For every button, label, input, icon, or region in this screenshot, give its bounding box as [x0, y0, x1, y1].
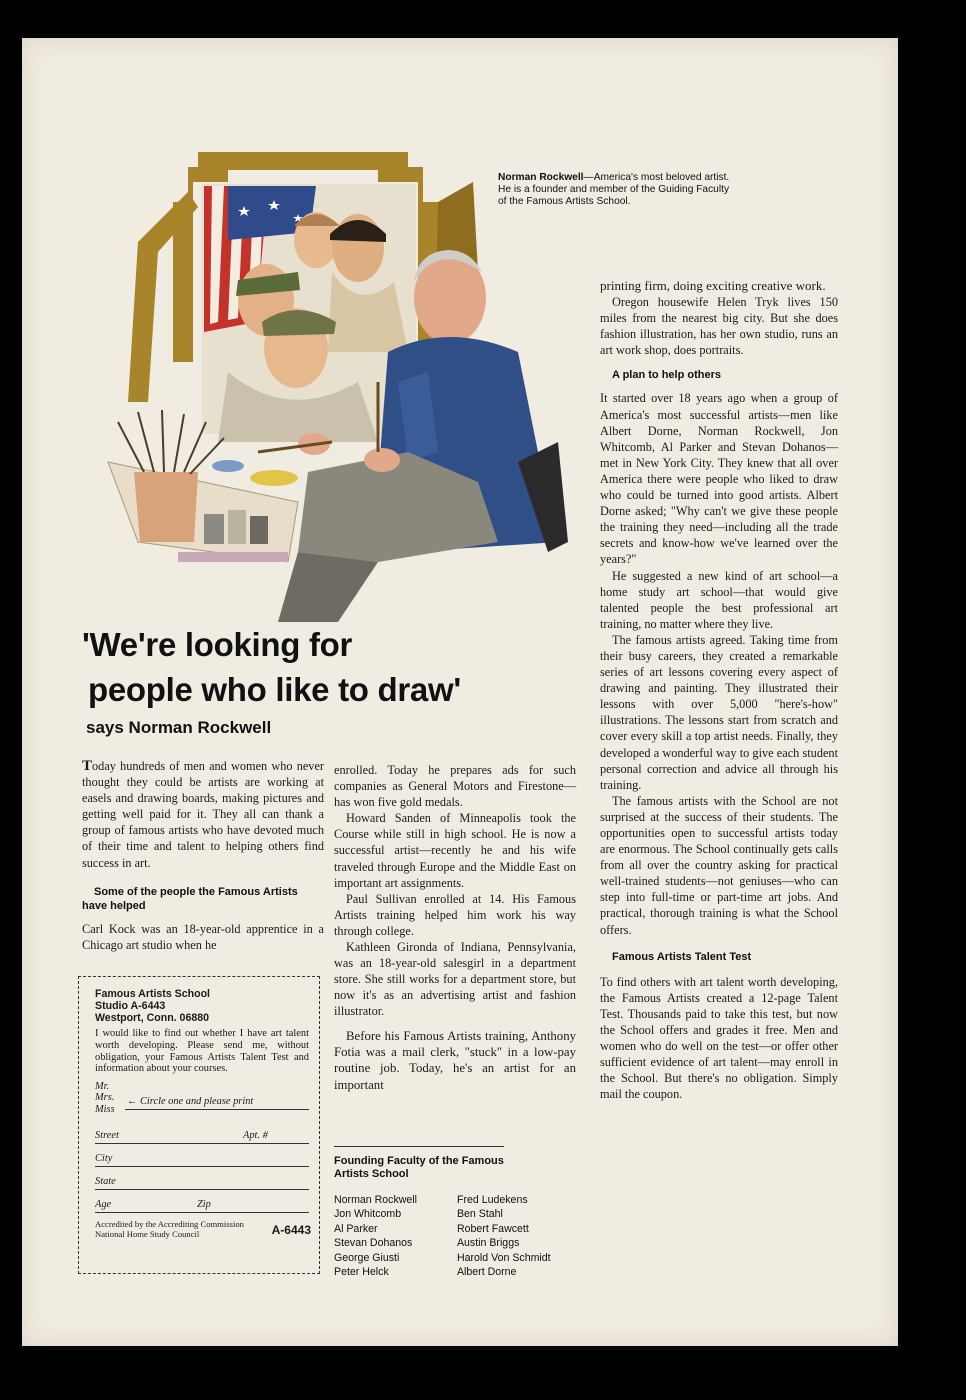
apt-label: Apt. # — [243, 1130, 268, 1142]
state-field[interactable]: State — [95, 1174, 309, 1190]
coupon-code: A-6443 — [271, 1222, 311, 1237]
column-1-intro: Today hundreds of men and women who never thought they could be artists are working at easels and drawing boards, making pictures and getting well paid for it. They all can thank a group of famous artists who have devoted much of their time and talent to helping others find success in art. — [82, 758, 324, 870]
subhead-talent-test: Famous Artists Talent Test — [612, 950, 752, 963]
zip-label: Zip — [197, 1199, 211, 1211]
subhead-plan: A plan to help others — [612, 369, 721, 382]
salutation-field[interactable]: Mr. Mrs. Miss ← Circle one and please print — [95, 1081, 309, 1121]
street-field[interactable]: Street Apt. # — [95, 1128, 309, 1144]
headline-line2: people who like to draw' — [88, 671, 461, 708]
accreditation: Accredited by the Accrediting Commission National Home Study Council — [95, 1218, 244, 1239]
coupon-request-text: I would like to find out whether I have art talent worth developing. Please send me, without obligation, your Famous Artists Talent Test and information about your courses. — [95, 1028, 309, 1075]
faculty-title: Founding Faculty of the Famous Artists School — [334, 1146, 504, 1181]
column-2: enrolled. Today he prepares ads for such companies as General Motors and Firestone—has won five gold medals. Howard Sanden of Minneapolis took the Course while still in high school. He is now a successful artist—recently he and his wife traveled through Europe and the Middle East on important art assignments. Paul Sullivan enrolled at 14. His Famous Artists training helped him work his way through college. Kathleen Gironda of Indiana, Pennsylvania, was an 18-year-old salesgirl in a department store. She still works for a department store, but now it's as an advertising artist and fashion illustrator. Before his Famous Artists training, Anthony Fotia was a mail clerk, "stuck" in a low-pay routine job. Today, he's an artist for an important — [334, 763, 576, 1092]
caption-name: Norman Rockwell — [498, 172, 584, 183]
column-1 — [82, 758, 324, 953]
headline-line1: 'We're looking for — [82, 626, 353, 663]
mail-coupon[interactable] — [78, 976, 320, 1274]
headline — [82, 622, 562, 712]
founding-faculty — [334, 1146, 574, 1279]
column-1-paragraph: Carl Kock was an 18-year-old apprentice in a Chicago art studio when he — [82, 921, 324, 952]
column-3: printing firm, doing exciting creative work. Oregon housewife Helen Tryk lives 150 miles from the nearest big city. But she does fashion illustration, has her own studio, runs an art work shop, does portraits. A plan to help others It started over 18 years ago when a group of America's most successful artists—men like Albert Dorne, Norman Rockwell, Jon Whitcomb, Al Parker and Stevan Dohanos—met in New York City. They knew that all over America there were people who liked to draw who could be turned into good artists. Albert Dorne asked; "Why can't we give these people the training they need—including all the trade secrets and know-how we've learned over the years?" He suggested a new kind of art school—a home study art school—that would give talented people the best professional art training, no matter where they live. The famous artists agreed. Taking time from their busy careers, they created a remarkable series of art lessons covering every aspect of drawing and painting. They illustrated their lessons with over 5,000 "here's-how" illustrations. The lessons start from scratch and cover every skill a top artist needs. Finally, they developed a wonderful way to give each student personal correction and advice all through his training. The famous artists with the School are not surprised at the success of their students. The opportunities open to successful artists today are enormous. The School continually gets calls from all over the country asking for practical well-trained students—not geniuses—who can step into full-time or part-time art jobs. And practical, thorough training is what the School offers. Famous Artists Talent Test To find others with art talent worth developing, the Famous Artists created a 12-page Talent Test. Thousands paid to take this test, but now the School offers and grades it free. Men and women who do well on the test—or offer other sufficient evidence of art talent—may enroll in the School. But there's no obligation. Simply mail the coupon. — [600, 278, 838, 1102]
city-field[interactable]: City — [95, 1151, 309, 1167]
salutation-hint: ← Circle one and please print — [127, 1095, 254, 1107]
coupon-content — [95, 989, 309, 1239]
age-zip-field[interactable]: Age Zip — [95, 1197, 309, 1213]
faculty-list-left: Norman Rockwell Jon Whitcomb Al Parker Stevan Dohanos George Giusti Peter Helck — [334, 1194, 418, 1279]
magazine-page — [22, 38, 898, 1346]
byline: says Norman Rockwell — [86, 718, 272, 737]
drop-cap: T — [82, 758, 93, 774]
faculty-list-right: Fred Ludekens Ben Stahl Robert Fawcett Austin Briggs Harold Von Schmidt Albert Dorne — [456, 1194, 551, 1279]
coupon-footer — [95, 1219, 309, 1239]
subhead-people-helped: Some of the people the Famous Artists have helped — [82, 885, 298, 912]
illustration-caption — [498, 172, 738, 208]
caption-text: —America's most beloved artist. He is a founder and member of the Guiding Faculty of the Famous Artists School. — [498, 172, 730, 207]
coupon-address: Famous Artists School Studio A-6443 Westport, Conn. 06880 — [95, 988, 210, 1024]
